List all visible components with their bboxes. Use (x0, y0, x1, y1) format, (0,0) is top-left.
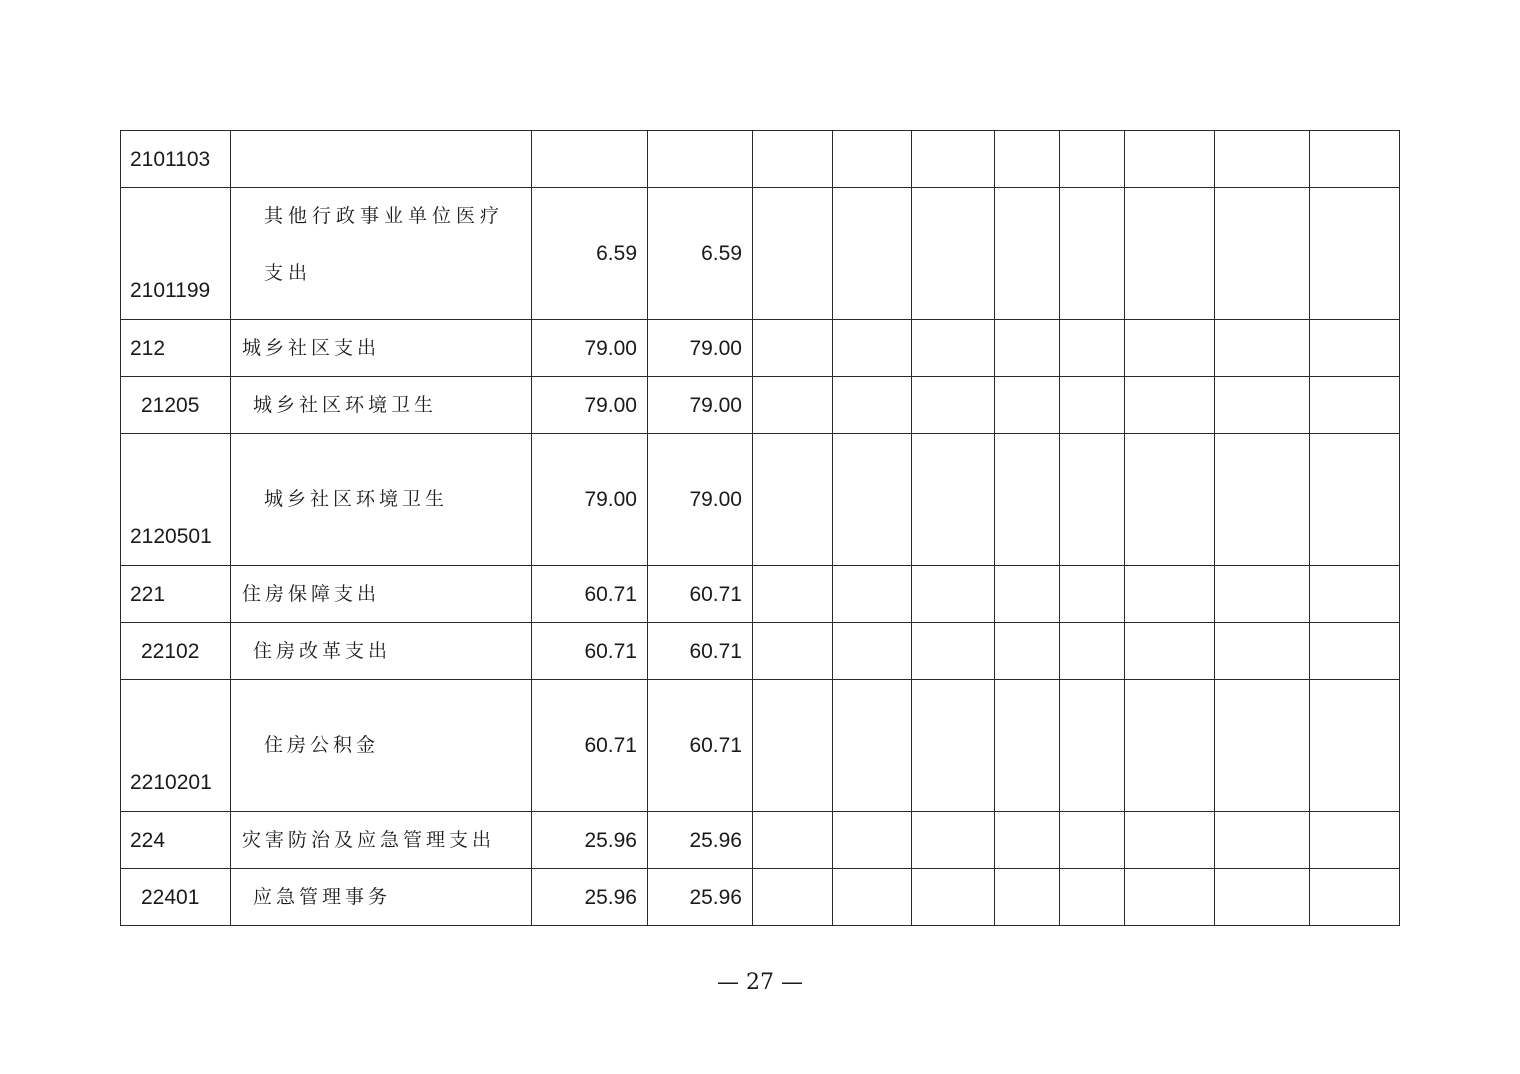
empty-cell (995, 131, 1060, 188)
function-code-cell: 22102 (121, 623, 231, 680)
empty-cell (995, 680, 1060, 812)
empty-cell (1125, 566, 1215, 623)
basic-amount-cell: 79.00 (648, 320, 753, 377)
function-name-cell: 住房公积金 (231, 680, 532, 812)
empty-cell (995, 188, 1060, 320)
basic-amount-cell (648, 131, 753, 188)
empty-cell (1215, 680, 1310, 812)
total-amount-cell: 25.96 (532, 869, 648, 926)
empty-cell (1060, 434, 1125, 566)
function-code-cell: 2101199 (121, 188, 231, 320)
empty-cell (833, 434, 912, 566)
empty-cell (1060, 188, 1125, 320)
empty-cell (995, 812, 1060, 869)
table-row (121, 869, 1400, 926)
empty-cell (753, 869, 833, 926)
empty-cell (995, 623, 1060, 680)
basic-amount-cell: 79.00 (648, 377, 753, 434)
empty-cell (912, 434, 995, 566)
empty-cell (995, 566, 1060, 623)
function-name-cell (231, 131, 532, 188)
empty-cell (1310, 131, 1400, 188)
empty-cell (753, 188, 833, 320)
basic-amount-cell: 60.71 (648, 680, 753, 812)
empty-cell (995, 434, 1060, 566)
empty-cell (995, 320, 1060, 377)
empty-cell (1125, 869, 1215, 926)
total-amount-cell: 79.00 (532, 320, 648, 377)
empty-cell (912, 188, 995, 320)
table-row (121, 377, 1400, 434)
function-name-cell: 灾害防治及应急管理支出 (231, 812, 532, 869)
table-row (121, 188, 1400, 320)
empty-cell (1215, 623, 1310, 680)
empty-cell (912, 680, 995, 812)
function-code-cell: 224 (121, 812, 231, 869)
total-amount-cell (532, 131, 648, 188)
empty-cell (833, 623, 912, 680)
empty-cell (833, 131, 912, 188)
function-code-cell: 22401 (121, 869, 231, 926)
function-code-cell: 221 (121, 566, 231, 623)
function-code-cell: 21205 (121, 377, 231, 434)
empty-cell (1060, 680, 1125, 812)
empty-cell (833, 680, 912, 812)
empty-cell (1215, 566, 1310, 623)
basic-amount-cell: 60.71 (648, 623, 753, 680)
empty-cell (833, 320, 912, 377)
empty-cell (912, 869, 995, 926)
empty-cell (1310, 320, 1400, 377)
empty-cell (1060, 566, 1125, 623)
basic-amount-cell: 79.00 (648, 434, 753, 566)
function-name-cell: 住房改革支出 (231, 623, 532, 680)
empty-cell (1215, 869, 1310, 926)
empty-cell (1310, 566, 1400, 623)
empty-cell (1125, 377, 1215, 434)
empty-cell (1125, 131, 1215, 188)
table-row (121, 131, 1400, 188)
total-amount-cell: 25.96 (532, 812, 648, 869)
empty-cell (1060, 623, 1125, 680)
function-name-cell: 住房保障支出 (231, 566, 532, 623)
basic-amount-cell: 60.71 (648, 566, 753, 623)
total-amount-cell: 6.59 (532, 188, 648, 320)
empty-cell (1310, 188, 1400, 320)
empty-cell (1125, 188, 1215, 320)
function-code-cell: 2210201 (121, 680, 231, 812)
empty-cell (912, 623, 995, 680)
empty-cell (1125, 434, 1215, 566)
empty-cell (1125, 680, 1215, 812)
empty-cell (1125, 812, 1215, 869)
empty-cell (1215, 812, 1310, 869)
empty-cell (912, 131, 995, 188)
empty-cell (1215, 434, 1310, 566)
function-code-cell: 212 (121, 320, 231, 377)
empty-cell (1310, 434, 1400, 566)
empty-cell (1125, 320, 1215, 377)
budget-table (120, 130, 1400, 926)
empty-cell (1215, 131, 1310, 188)
empty-cell (753, 377, 833, 434)
empty-cell (1215, 188, 1310, 320)
table-row (121, 320, 1400, 377)
function-name-cell: 其他行政事业单位医疗支出 (231, 188, 532, 320)
empty-cell (1060, 377, 1125, 434)
empty-cell (833, 812, 912, 869)
empty-cell (1060, 320, 1125, 377)
empty-cell (1060, 869, 1125, 926)
basic-amount-cell: 25.96 (648, 812, 753, 869)
empty-cell (833, 188, 912, 320)
empty-cell (833, 869, 912, 926)
total-amount-cell: 60.71 (532, 566, 648, 623)
empty-cell (833, 377, 912, 434)
empty-cell (1125, 623, 1215, 680)
empty-cell (1310, 680, 1400, 812)
empty-cell (1310, 377, 1400, 434)
empty-cell (912, 320, 995, 377)
function-code-cell: 2120501 (121, 434, 231, 566)
basic-amount-cell: 6.59 (648, 188, 753, 320)
empty-cell (753, 131, 833, 188)
empty-cell (1060, 812, 1125, 869)
empty-cell (912, 377, 995, 434)
empty-cell (995, 869, 1060, 926)
empty-cell (753, 680, 833, 812)
empty-cell (1310, 623, 1400, 680)
function-code-cell: 2101103 (121, 131, 231, 188)
empty-cell (753, 812, 833, 869)
empty-cell (1310, 869, 1400, 926)
total-amount-cell: 60.71 (532, 623, 648, 680)
function-name-cell: 城乡社区环境卫生 (231, 434, 532, 566)
empty-cell (833, 566, 912, 623)
empty-cell (1310, 812, 1400, 869)
total-amount-cell: 79.00 (532, 434, 648, 566)
empty-cell (753, 623, 833, 680)
total-amount-cell: 60.71 (532, 680, 648, 812)
empty-cell (1060, 131, 1125, 188)
page-number: — 27 — (717, 970, 803, 995)
function-name-cell: 城乡社区支出 (231, 320, 532, 377)
function-name-cell: 城乡社区环境卫生 (231, 377, 532, 434)
empty-cell (912, 812, 995, 869)
function-name-cell: 应急管理事务 (231, 869, 532, 926)
table-row (121, 566, 1400, 623)
table-row (121, 680, 1400, 812)
empty-cell (995, 377, 1060, 434)
empty-cell (912, 566, 995, 623)
empty-cell (1215, 377, 1310, 434)
table-row (121, 623, 1400, 680)
table-row (121, 434, 1400, 566)
table-row (121, 812, 1400, 869)
basic-amount-cell: 25.96 (648, 869, 753, 926)
empty-cell (753, 320, 833, 377)
empty-cell (753, 566, 833, 623)
empty-cell (1215, 320, 1310, 377)
total-amount-cell: 79.00 (532, 377, 648, 434)
empty-cell (753, 434, 833, 566)
